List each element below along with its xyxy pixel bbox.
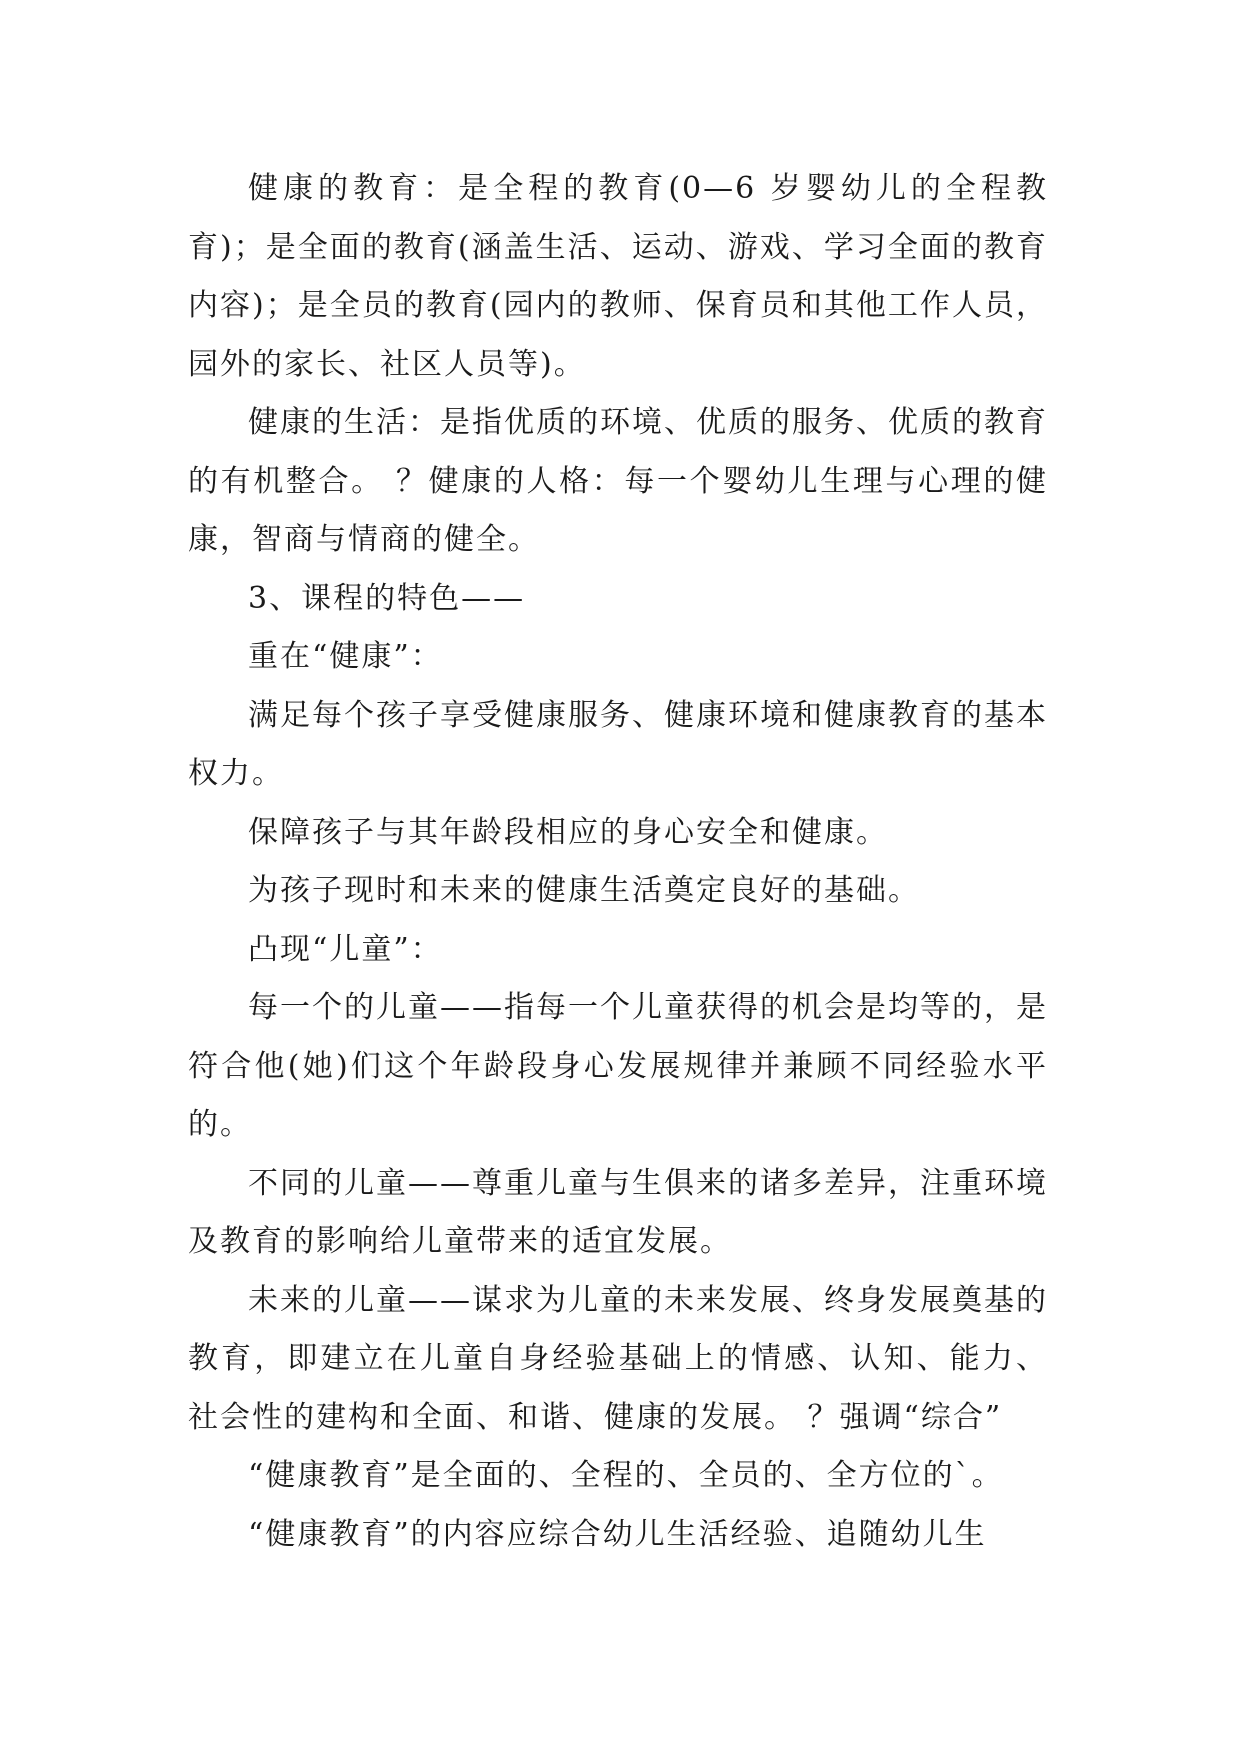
paragraph-health-education-content: “健康教育”的内容应综合幼儿生活经验、追随幼儿生 bbox=[248, 1516, 987, 1552]
heading-highlight-children: 凸现“儿童”： bbox=[248, 931, 443, 967]
paragraph-health-education-comprehensive: “健康教育”是全面的、全程的、全员的、全方位的`。 bbox=[248, 1458, 1004, 1493]
paragraph-health-education: 健康的教育：是全程的教育(0—6 岁婴幼儿的全程教育)；是全面的教育(涵盖生活、运动、游戏、学习全面的教育内容)；是全员的教育(园内的教师、保育员和其他工作人员，园外的家长、社区人员等)。 bbox=[188, 171, 1048, 382]
heading-course-features: 3、课程的特色—— bbox=[248, 580, 526, 616]
document-body bbox=[188, 160, 1048, 1564]
paragraph-satisfy-rights: 满足每个孩子享受健康服务、健康环境和健康教育的基本权力。 bbox=[188, 697, 1048, 791]
paragraph-lay-foundation: 为孩子现时和未来的健康生活奠定良好的基础。 bbox=[248, 873, 920, 908]
paragraph-health-life: 健康的生活：是指优质的环境、优质的服务、优质的教育的有机整合。 ？健康的人格：每一个婴幼儿生理与心理的健康，智商与情商的健全。 bbox=[188, 405, 1048, 557]
paragraph-every-child: 每一个的儿童——指每一个儿童获得的机会是均等的，是符合他(她)们这个年龄段身心发展规律并兼顾不同经验水平的。 bbox=[188, 990, 1048, 1142]
paragraph-ensure-safety: 保障孩子与其年龄段相应的身心安全和健康。 bbox=[248, 814, 888, 850]
paragraph-different-children: 不同的儿童——尊重儿童与生俱来的诸多差异，注重环境及教育的影响给儿童带来的适宜发展。 bbox=[188, 1165, 1048, 1259]
paragraph-future-children: 未来的儿童——谋求为儿童的未来发展、终身发展奠基的教育，即建立在儿童自身经验基础上的情感、认知、能力、社会性的建构和全面、和谐、健康的发展。 ？强调“综合” bbox=[188, 1282, 1048, 1435]
heading-focus-health: 重在“健康”： bbox=[248, 639, 443, 674]
